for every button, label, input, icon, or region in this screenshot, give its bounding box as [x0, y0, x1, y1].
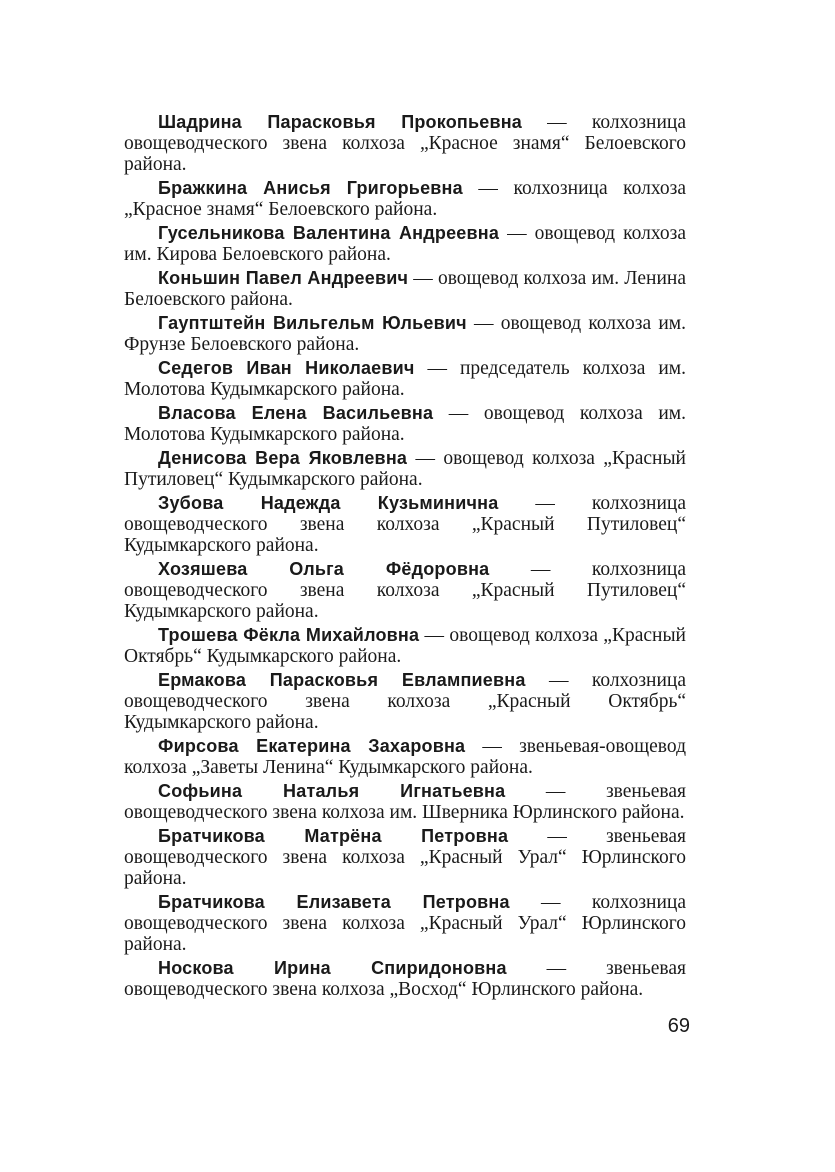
- list-item: [124, 223, 686, 265]
- person-name: Софьина Наталья Игнатьевна: [158, 781, 506, 801]
- person-name: Хозяшева Ольга Фёдоровна: [158, 559, 490, 579]
- person-description: — овощевод колхоза „Красный Путиловец“ Кудымкарского района.: [124, 448, 686, 490]
- person-description: — колхозница овощеводческого звена колхоза „Красный Октябрь“ Кудымкарского района.: [124, 670, 686, 733]
- person-description: — звеньевая овощеводческого звена колхоза им. Шверника Юрлинского района.: [124, 781, 686, 823]
- page-number: 69: [667, 1015, 690, 1037]
- person-name: Братчикова Елизавета Петровна: [158, 892, 510, 912]
- list-item: [124, 112, 686, 175]
- list-item: [124, 403, 686, 445]
- list-item: [124, 448, 686, 490]
- list-item: [124, 178, 686, 220]
- person-name: Бражкина Анисья Григорьевна: [158, 178, 463, 198]
- list-item: [124, 826, 686, 889]
- person-description: — овощевод колхоза им. Молотова Кудымкарского района.: [124, 403, 686, 445]
- person-description: — колхозница овощеводческого звена колхоза „Красное знамя“ Белоевского района.: [124, 112, 686, 175]
- person-description: — овощевод колхоза им. Ленина Белоевского района.: [124, 268, 686, 310]
- list-item: [124, 625, 686, 667]
- list-item: [124, 958, 686, 1000]
- person-description: — звеньевая овощеводческого звена колхоза „Красный Урал“ Юрлинского района.: [124, 826, 686, 889]
- person-name: Гусельникова Валентина Андреевна: [158, 223, 500, 243]
- list-item: [124, 736, 686, 778]
- person-name: Трошева Фёкла Михайловна: [158, 625, 420, 645]
- person-description: — председатель колхоза им. Молотова Кудымкарского района.: [124, 358, 686, 400]
- person-description: — колхозница овощеводческого звена колхоза „Красный Урал“ Юрлинского района.: [124, 892, 686, 955]
- list-item: [124, 358, 686, 400]
- person-description: — звеньевая овощеводческого звена колхоза „Восход“ Юрлинского района.: [124, 958, 686, 1000]
- list-item: [124, 268, 686, 310]
- person-name: Носкова Ирина Спиридоновна: [158, 958, 507, 978]
- person-name: Ермакова Парасковья Евлампиевна: [158, 670, 526, 690]
- list-item: [124, 493, 686, 556]
- document-page: [124, 112, 686, 1003]
- person-name: Братчикова Матрёна Петровна: [158, 826, 509, 846]
- person-description: — колхозница овощеводческого звена колхоза „Красный Путиловец“ Кудымкарского района.: [124, 493, 686, 556]
- person-name: Коньшин Павел Андреевич: [158, 268, 409, 288]
- list-item: [124, 781, 686, 823]
- list-item: [124, 892, 686, 955]
- list-item: [124, 559, 686, 622]
- person-name: Седегов Иван Николаевич: [158, 358, 415, 378]
- person-name: Шадрина Парасковья Прокопьевна: [158, 112, 523, 132]
- person-description: — овощевод колхоза им. Кирова Белоевского района.: [124, 223, 686, 265]
- list-item: [124, 670, 686, 733]
- person-name: Гауптштейн Вильгельм Юльевич: [158, 313, 467, 333]
- person-description: — колхозница овощеводческого звена колхоза „Красный Путиловец“ Кудымкарского района.: [124, 559, 686, 622]
- person-name: Фирсова Екатерина Захаровна: [158, 736, 466, 756]
- person-description: — овощевод колхоза „Красный Октябрь“ Кудымкарского района.: [124, 625, 686, 667]
- person-description: — колхозница колхоза „Красное знамя“ Белоевского района.: [124, 178, 686, 220]
- person-name: Денисова Вера Яковлевна: [158, 448, 408, 468]
- person-name: Власова Елена Васильевна: [158, 403, 434, 423]
- person-name: Зубова Надежда Кузьминична: [158, 493, 499, 513]
- person-description: — овощевод колхоза им. Фрунзе Белоевского района.: [124, 313, 687, 355]
- person-description: — звеньевая-овощевод колхоза „Заветы Ленина“ Кудымкарского района.: [124, 736, 686, 778]
- list-item: [124, 313, 686, 355]
